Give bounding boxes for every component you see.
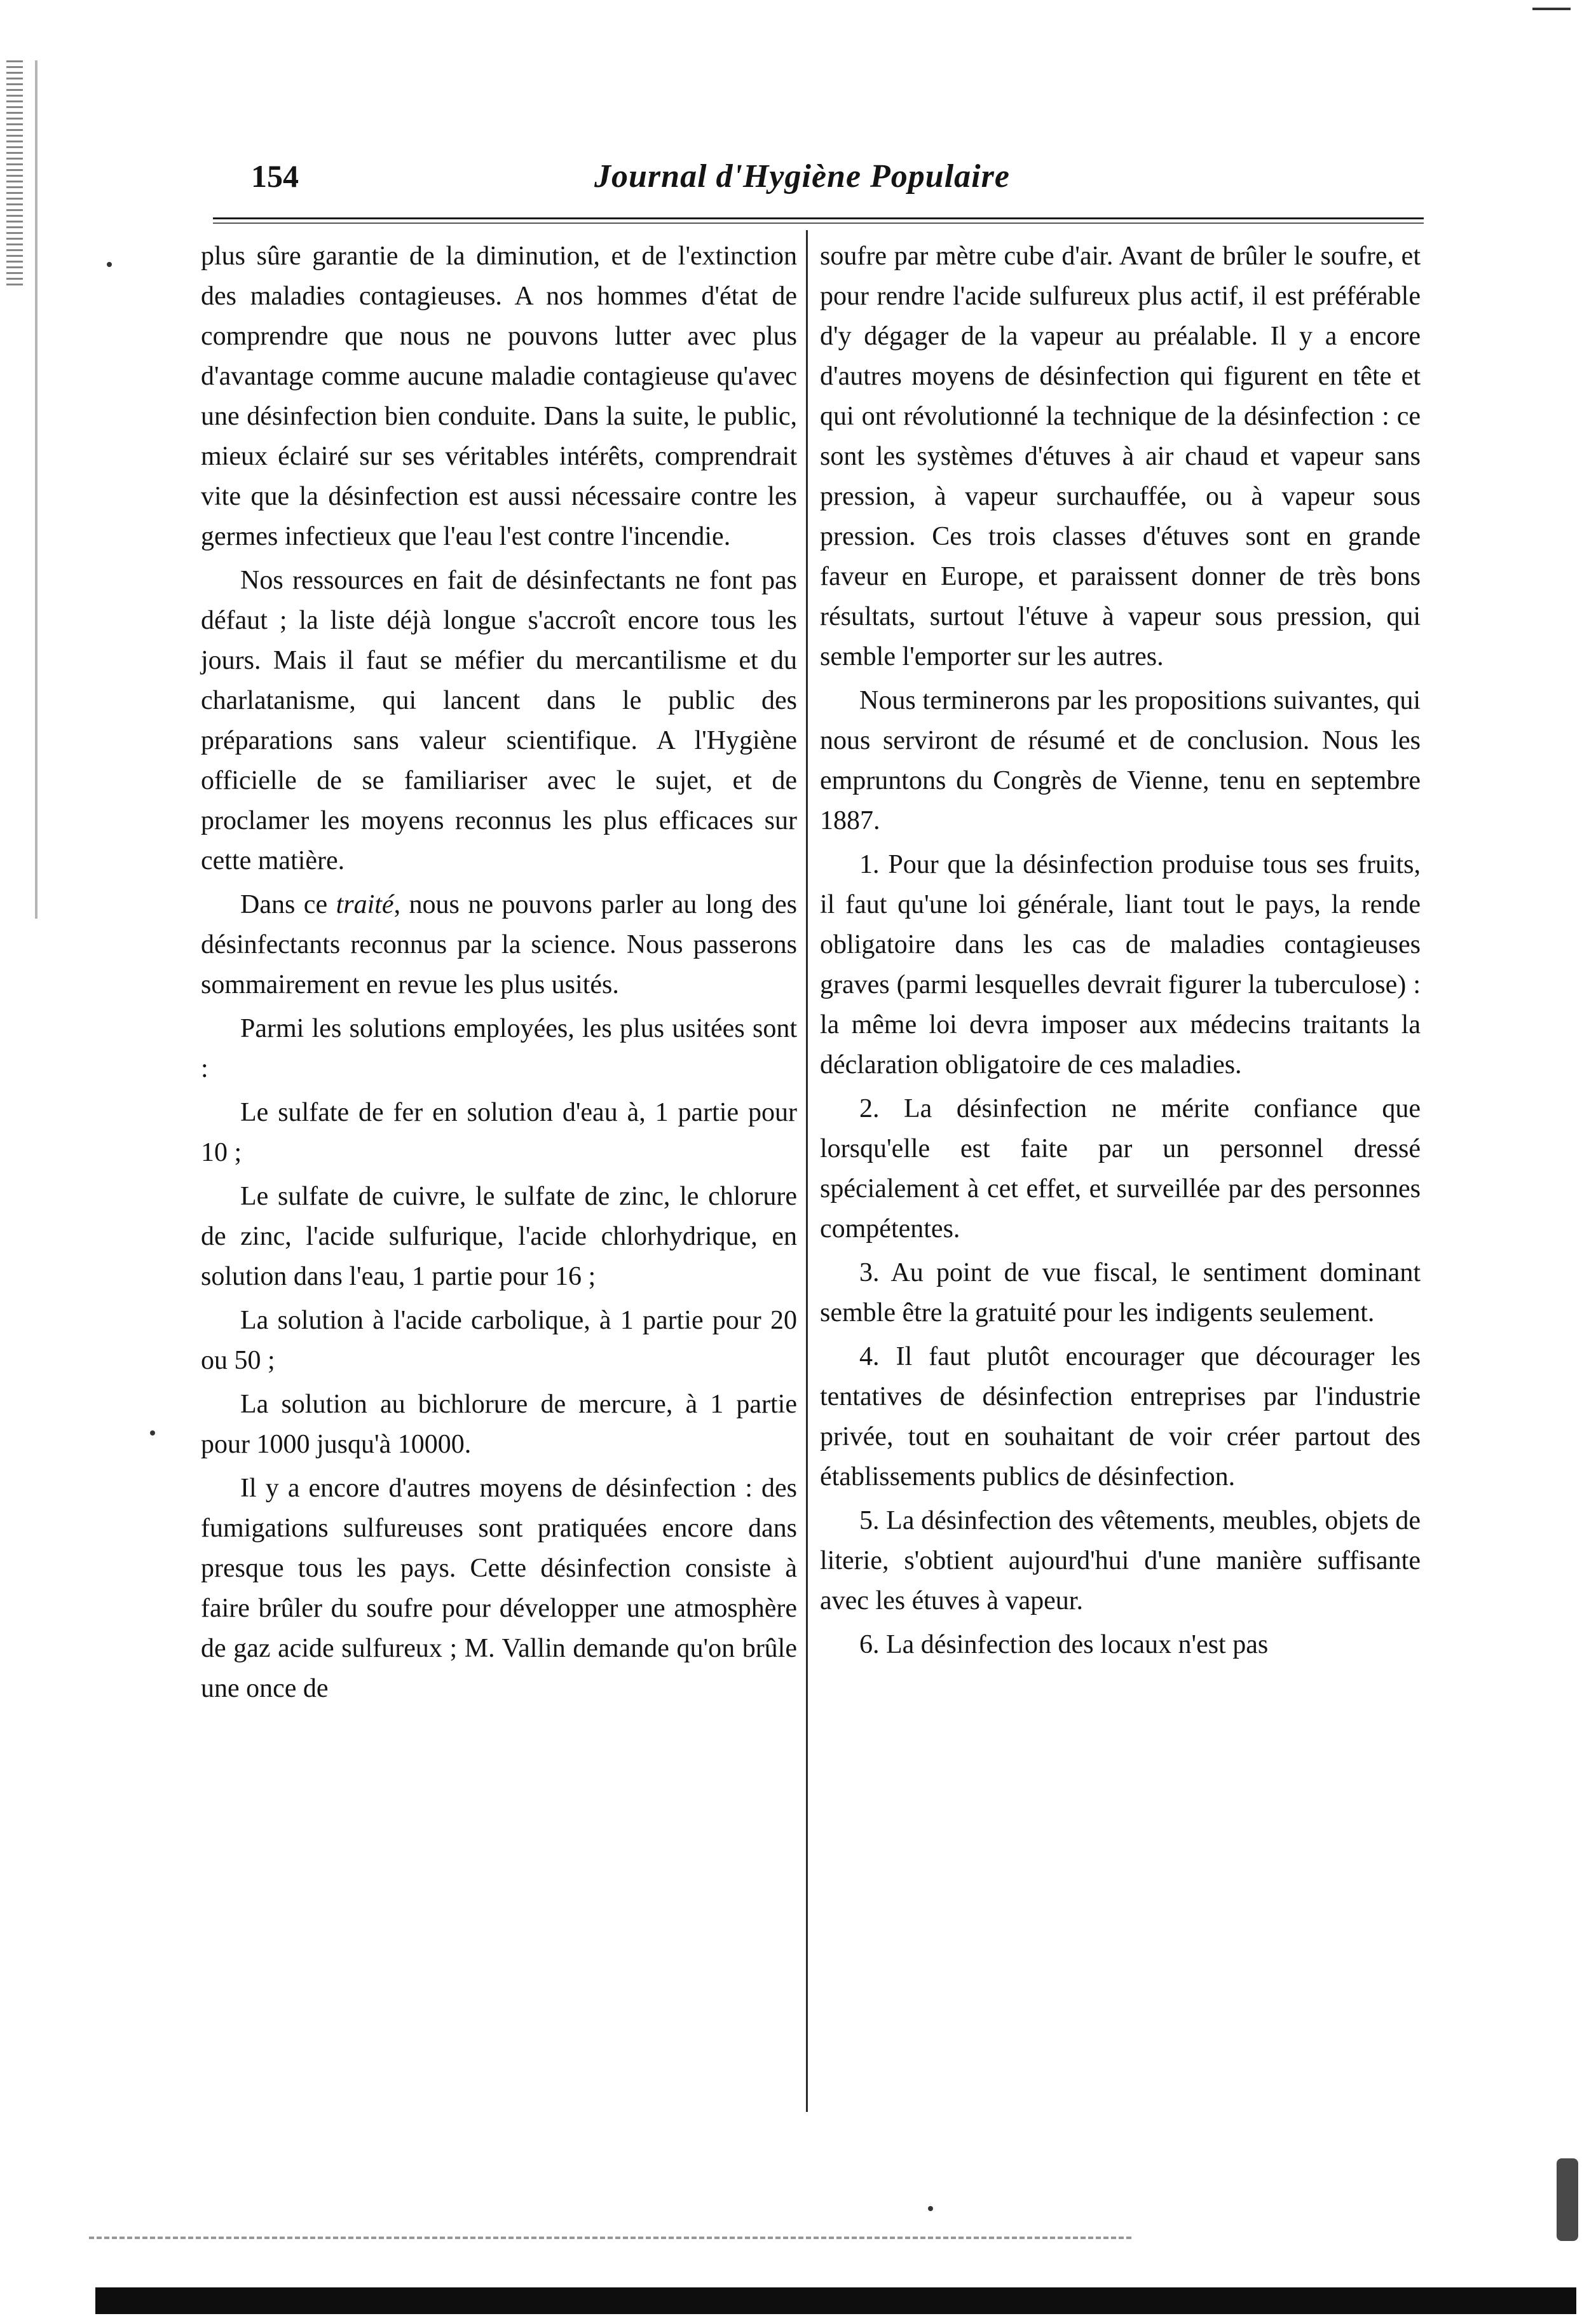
column-divider [806, 230, 808, 2112]
numbered-proposition: 2. La désinfection ne mérite confiance que lorsqu'elle est faite par un personnel dressé spécialement à cet effet, et surveillée par des personnes compétentes. [820, 1094, 1421, 1244]
scan-top-mark [1532, 8, 1571, 10]
header-rule [213, 217, 1424, 219]
left-column [201, 236, 797, 1713]
paragraph: La solution à l'acide carbolique, à 1 partie pour 20 ou 50 ; [201, 1306, 797, 1375]
emphasis-text: traité [336, 890, 394, 919]
scan-speck [107, 262, 112, 267]
numbered-proposition: 1. Pour que la désinfection produise tous ses fruits, il faut qu'une loi générale, liant tout le pays, la rende obligatoire dans les cas de maladies contagieuses graves (parmi lesquelles devrait figurer la tuberculose) : la même loi devra imposer aux médecins traitants la déclaration obligatoire de ces maladies. [820, 850, 1421, 1079]
paragraph: soufre par mètre cube d'air. Avant de brûler le soufre, et pour rendre l'acide sulfureux plus actif, il est préférable d'y dégager de la vapeur au préalable. Il y a encore d'autres moyens de désinfection qui figurent en tête et qui ont révolutionné la technique de la désinfection : ce sont les systèmes d'étuves à air chaud et vapeur sans pression, à vapeur surchauffée, ou à vapeur sous pression. Ces trois classes d'étuves sont en grande faveur en Europe, et paraissent donner de très bons résultats, surtout l'étuve à vapeur sous pression, qui semble l'emporter sur les autres. [820, 242, 1421, 671]
paragraph: Nous terminerons par les propositions suivantes, qui nous serviront de résumé et de conclusion. Nous les empruntons du Congrès de Vienne, tenu en septembre 1887. [820, 686, 1421, 835]
scan-right-edge-artifact [1557, 2158, 1578, 2241]
paragraph: Le sulfate de cuivre, le sulfate de zinc, le chlorure de zinc, l'acide sulfurique, l'acide chlorhydrique, en solution dans l'eau, 1 partie pour 16 ; [201, 1182, 797, 1291]
paragraph: Nos ressources en fait de désinfectants ne font pas défaut ; la liste déjà longue s'accroît encore tous les jours. Mais il faut se méfier du mercantilisme et du charlatanisme, qui lancent dans le public des préparations sans valeur scientifique. A l'Hygiène officielle de se familiariser avec le sujet, et de proclamer les moyens reconnus les plus efficaces sur cette matière. [201, 566, 797, 875]
paragraph: Parmi les solutions employées, les plus usitées sont : [201, 1014, 797, 1083]
scan-binding-line [35, 60, 38, 919]
paragraph-text: Dans ce [240, 890, 336, 919]
paragraph-text: , nous ne pouvons parler au long des désinfectants reconnus par la science. Nous passerons sommairement en revue les plus usités. [201, 890, 797, 999]
scan-bottom-dotted-line [89, 2237, 1131, 2239]
header-rule-secondary [213, 223, 1424, 224]
paragraph: La solution au bichlorure de mercure, à 1 partie pour 1000 jusqu'à 10000. [201, 1390, 797, 1459]
paragraph: Il y a encore d'autres moyens de désinfection : des fumigations sulfureuses sont pratiquées encore dans presque tous les pays. Cette désinfection consiste à faire brûler du soufre pour développer une atmosphère de gaz acide sulfureux ; M. Vallin demande qu'on brûle une once de [201, 1474, 797, 1703]
scan-speck [928, 2206, 933, 2211]
paragraph: plus sûre garantie de la diminution, et de l'extinction des maladies contagieuses. A nos hommes d'état de comprendre que nous ne pouvons lutter avec plus d'avantage comme aucune maladie contagieuse qu'avec une désinfection bien conduite. Dans la suite, le public, mieux éclairé sur ses véritables intérêts, comprendrait vite que la désinfection est aussi nécessaire contre les germes infectieux que l'eau l'est contre l'incendie. [201, 242, 797, 551]
running-title: Journal d'Hygiène Populaire [594, 158, 1010, 195]
numbered-proposition: 6. La désinfection des locaux n'est pas [859, 1630, 1269, 1659]
page-number: 154 [251, 158, 299, 194]
numbered-proposition: 4. Il faut plutôt encourager que décourager les tentatives de désinfection entreprises par l'industrie privée, tout en souhaitant de voir créer partout des établissements publics de désinfection. [820, 1342, 1421, 1491]
scan-speck [150, 1430, 155, 1436]
numbered-proposition: 3. Au point de vue fiscal, le sentiment dominant semble être la gratuité pour les indigents seulement. [820, 1258, 1421, 1327]
page-header [251, 158, 1421, 209]
paragraph [201, 885, 797, 1005]
scan-edge-artifact [6, 60, 23, 289]
scan-bottom-edge-bar [95, 2287, 1576, 2314]
paragraph: Le sulfate de fer en solution d'eau à, 1 partie pour 10 ; [201, 1098, 797, 1167]
numbered-proposition: 5. La désinfection des vêtements, meubles, objets de literie, s'obtient aujourd'hui d'une manière suffisante avec les étuves à vapeur. [820, 1506, 1421, 1615]
right-column [820, 236, 1421, 1669]
